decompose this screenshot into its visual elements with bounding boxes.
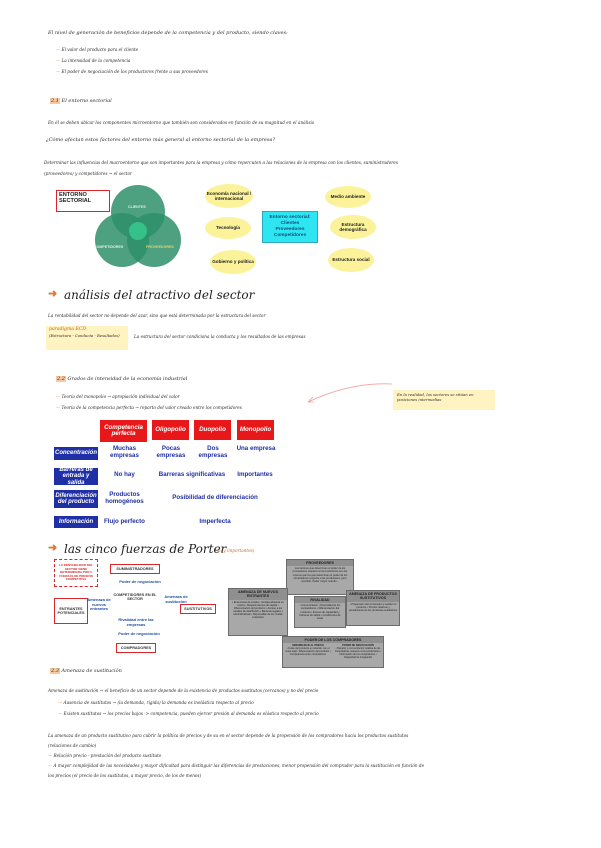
- venn-clientes: CLIENTES: [128, 205, 146, 209]
- label-amenaza-sustitucion: Amenaza de sustitución: [164, 594, 188, 604]
- sec23-bullet: los precios (el precio de los sustitutos, a mayor precio, de los de menos): [48, 773, 202, 778]
- intro-line: El nivel de generación de beneficios depende de la competencia y del producto, siendo claves:: [48, 30, 288, 36]
- row-barreras: Barreras de entrada y salida: [54, 468, 98, 485]
- row-concentracion: Concentración: [54, 447, 98, 460]
- col-competencia-perfecta: Competencia perfecta: [100, 420, 147, 442]
- cell: Una empresa: [236, 445, 276, 452]
- sec23-bullet: — A mayor complejidad de las necesidades y mayor dificultad para distinguir las diferencias de prestaciones, menor propensión del comprador para la sustitución en función de: [48, 763, 425, 768]
- ellipse-tecnologia: Tecnología: [205, 217, 251, 239]
- cell: Barreras significativas: [158, 471, 226, 478]
- entorno-venn-diagram: [88, 182, 188, 274]
- cell: Flujo perfecto: [104, 518, 145, 525]
- cell: Pocas empresas: [156, 445, 186, 459]
- intro-bullet: — El poder de negociación de los productores frente a sus proveedores: [56, 69, 208, 74]
- entorno-title-box: ENTORNO SECTORIAL: [56, 190, 110, 212]
- cell: Dos empresas: [198, 445, 228, 459]
- ellipse-medio-ambiente: Medio ambiente: [325, 186, 371, 208]
- paradigma-note: paradigma ECD (Estructura - Conducta - Resultados): [46, 326, 128, 350]
- ellipse-social: Estructura social: [328, 248, 374, 272]
- intro-bullet: — El valor del producto para el cliente: [56, 47, 139, 52]
- box-suministradores: SUMINISTRADORES: [110, 564, 160, 574]
- label-amenaza-entrantes: Amenaza de nuevos entrantes: [87, 597, 111, 612]
- section-heading-2-2: 2.2 Grados de intensidad de la economía industrial: [57, 376, 188, 382]
- side-note: En la realidad, los sectores se sitúan en posiciones intermedias: [393, 390, 495, 410]
- sec23-sub: — Ausencia de sustitutos → (la demanda, rígida) la demanda es inelástica respecto al precio: [58, 700, 254, 705]
- porter-title: las cinco fuerzas de Porter: [64, 542, 227, 556]
- venn-competidores: COMPETIDORES: [94, 245, 124, 249]
- sec21-line: En él se deben ubicar los componentes microentorno que también son considerados en función de su magnitud en el análisis: [48, 120, 314, 125]
- analisis-title: análisis del atractivo del sector: [64, 288, 255, 302]
- cell: Productos homogéneos: [105, 491, 144, 505]
- sec21-line: Determinar las influencias del macroentorno que son importantes para la empresa y cómo repercuten a las relaciones de la empresa con los clientes, suministradores: [44, 160, 398, 165]
- sec22-bullet: — Teoría del monopolio → apropiación individual del valor: [56, 394, 180, 399]
- box-entrantes: ENTRANTES POTENCIALES: [54, 598, 88, 624]
- porter-proveedores-box: PROVEEDORES Los factores que determinan el poder de los proveedores respecto a los productores son los mismos que los que determinan el poder de los compradores respecto a los productores, pero invertido. Poder mayor cuando...: [286, 559, 354, 595]
- curved-arrow-icon: [300, 380, 396, 406]
- ellipse-gobierno: Gobierno y política: [210, 250, 256, 274]
- section-heading-2-3: 2.3 Amenaza de sustitución: [51, 668, 122, 674]
- cell: Posibilidad de diferenciación: [172, 494, 258, 501]
- arrow-marker-icon: ➜: [48, 542, 58, 554]
- porter-sustitutivos-box: AMENAZA DE PRODUCTOS SUSTITUTIVOS • Propensión del comprador a sustituir el producto • Precios relativos y prestaciones de los productos sustitutivos: [346, 590, 400, 626]
- box-sustitutivos: SUSTITUTIVOS: [180, 604, 216, 614]
- col-duopolio: Duopolio: [194, 420, 231, 440]
- sec21-question: ¿Cómo afectan estos factores del entorno más general al entorno sectorial de la empresa?: [46, 137, 276, 143]
- label-poder-negociacion: Poder de negociación: [119, 579, 161, 584]
- porter-rent-note: LA RENTABILIDAD DEL SECTOR VIENE DETERMINADA POR 5 FUERZAS DE PRESIÓN COMPETITIVA: [54, 559, 98, 587]
- sec23-line: Amenaza de sustitución → el beneficio de un sector depende de la existencia de productos sustitutos (cercanos) y no del precio: [48, 688, 319, 693]
- row-informacion: Información: [54, 516, 98, 528]
- sec21-line: (proveedores) y competidores → el sector: [44, 171, 132, 176]
- porter-subtitle: (muy importantes): [215, 548, 255, 553]
- label-rivalidad: Rivalidad entre las empresas: [118, 617, 154, 627]
- label-poder-negociacion: Poder de negociación: [118, 631, 160, 636]
- analisis-line: La rentabilidad del sector no depende del azar, sino que está determinada por la estructura del sector: [48, 313, 266, 318]
- porter-rivalidad-box: RIVALIDAD • Concentración • Diversidad de los competidores • Diferenciación del producto • Exceso de capacidad y barreras de salida • Condiciones de coste: [294, 596, 346, 628]
- ellipse-demografica: Estructura demográfica: [330, 215, 376, 239]
- sec23-sub: — Existen sustitutos → los precios bajos -> competencia, pueden ejercer presión al demanda es elástica respecto al precio: [58, 711, 319, 716]
- porter-nuevos-entrantes-box: AMENAZA DE NUEVOS ENTRANTES • Economías de escala • Ventaja absoluta en costes • Requerimientos de capital • Diferenciación del producto • Acceso a los canales de distribución • Barreras legales y administrativas • Represalias de los rivales existentes: [228, 588, 288, 636]
- box-competidores: COMPETIDORES EN EL SECTOR: [112, 588, 158, 606]
- box-compradores: COMPRADORES: [116, 643, 156, 653]
- porter-compradores-box: PODER DE LOS COMPRADORES SENSIBILIDAD AL PRECIO • Coste del producto en relación con el coste total • Diferenciación del producto • Competencia entre compradores PODER DE NEGOCIACIÓN • Tamaño y concentración relativa de los compradores respecto a los productores • Información de los compradores • Capacidad de integración: [282, 636, 384, 668]
- intro-bullet: — La intensidad de la competencia: [56, 58, 131, 63]
- entorno-center-box: Entorno sectorial: Clientes Proveedores Competidores: [262, 211, 318, 243]
- cell: No hay: [114, 471, 135, 478]
- col-monopolio: Monopolio: [237, 420, 274, 440]
- row-diferenciacion: Diferenciación del producto: [54, 490, 98, 508]
- sec23-para: (relaciones de cambio): [48, 743, 97, 748]
- sec22-bullet: — Teoría de la competencia perfecta → reparto del valor creado entre los competidores: [56, 405, 242, 410]
- col-oligopolio: Oligopolio: [152, 420, 189, 440]
- venn-proveedores: PROVEEDORES: [146, 245, 174, 249]
- ellipse-economia: Economía nacional / internacional: [205, 184, 253, 208]
- analisis-side: La estructura del sector condiciona la conducta y los resultados de las empresas: [134, 334, 306, 339]
- cell: Muchas empresas: [110, 445, 139, 459]
- cell: Importantes: [237, 471, 273, 478]
- sec23-para: La amenaza de un producto sustitutivo para cubrir la política de precios y de su en el sector depende de la propensión de los compradores hacia los productos sustitutos: [48, 733, 409, 738]
- arrow-marker-icon: ➜: [48, 288, 58, 300]
- cell: Imperfecta: [199, 518, 231, 525]
- sec23-bullet: — Relación precio - prestación del producto sustituto: [48, 753, 162, 758]
- section-heading-2-1: 2.1 El entorno sectorial: [51, 98, 112, 104]
